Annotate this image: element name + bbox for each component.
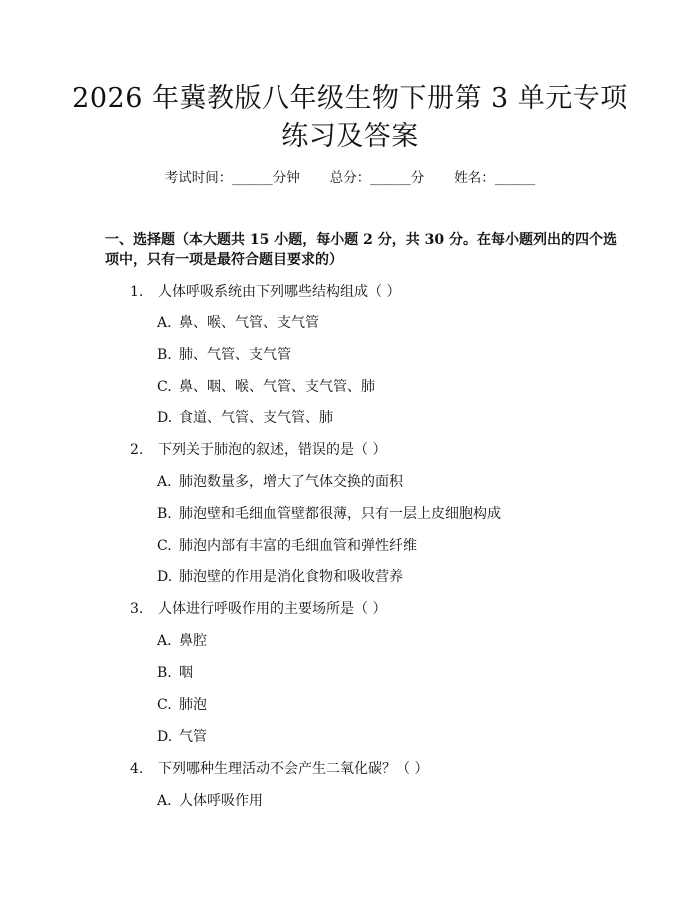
option-item bbox=[157, 537, 417, 555]
option-letter: B. bbox=[157, 665, 172, 681]
option-item bbox=[157, 664, 193, 682]
option-text: 鼻、喉、气管、支气管 bbox=[179, 315, 319, 331]
option-item bbox=[157, 632, 207, 650]
page-title bbox=[60, 80, 640, 156]
question-text: 人体呼吸系统由下列哪些结构组成（ ） bbox=[158, 284, 401, 300]
option-item bbox=[157, 378, 375, 396]
option-item bbox=[157, 568, 403, 586]
name-field: 姓名：______ bbox=[454, 170, 536, 186]
option-item bbox=[157, 314, 319, 332]
option-letter: C. bbox=[157, 379, 172, 395]
option-item bbox=[157, 409, 333, 427]
option-item bbox=[157, 696, 207, 714]
option-text: 肺泡壁和毛细血管壁都很薄，只有一层上皮细胞构成 bbox=[179, 506, 501, 522]
option-text: 肺泡壁的作用是消化食物和吸收营养 bbox=[179, 569, 403, 585]
section-title: 一、选择题（本大题共 15 小题，每小题 2 分，共 30 分。在每小题列出的四个选项中，只有一项是最符合题目要求的） bbox=[105, 232, 617, 268]
option-letter: A. bbox=[157, 474, 172, 490]
option-letter: A. bbox=[157, 793, 172, 809]
option-item bbox=[157, 473, 403, 491]
question-text: 人体进行呼吸作用的主要场所是（ ） bbox=[158, 601, 387, 617]
option-letter: D. bbox=[157, 569, 173, 585]
question-text: 下列关于肺泡的叙述，错误的是（ ） bbox=[158, 442, 387, 458]
option-text: 肺、气管、支气管 bbox=[179, 347, 291, 363]
option-letter: A. bbox=[157, 315, 172, 331]
option-item bbox=[157, 505, 501, 523]
total-score-field: 总分：______分 bbox=[329, 170, 425, 186]
option-text: 鼻、咽、喉、气管、支气管、肺 bbox=[179, 379, 375, 395]
question-number: 3. bbox=[130, 601, 144, 617]
option-letter: D. bbox=[157, 729, 173, 745]
option-text: 鼻腔 bbox=[179, 633, 207, 649]
question-stem bbox=[130, 441, 386, 459]
title-line-2: 练习及答案 bbox=[281, 121, 419, 152]
question-stem bbox=[130, 600, 386, 618]
option-text: 肺泡内部有丰富的毛细血管和弹性纤维 bbox=[179, 538, 417, 554]
option-text: 人体呼吸作用 bbox=[179, 793, 263, 809]
option-text: 肺泡数量多，增大了气体交换的面积 bbox=[179, 474, 403, 490]
option-text: 肺泡 bbox=[179, 697, 207, 713]
option-letter: C. bbox=[157, 538, 172, 554]
question-stem bbox=[130, 283, 400, 301]
question-number: 2. bbox=[130, 442, 144, 458]
option-letter: A. bbox=[157, 633, 172, 649]
option-letter: D. bbox=[157, 410, 173, 426]
title-line-1: 2026 年冀教版八年级生物下册第 3 单元专项 bbox=[72, 83, 628, 114]
exam-time-field: 考试时间：______分钟 bbox=[164, 170, 300, 186]
option-letter: B. bbox=[157, 506, 172, 522]
option-item bbox=[157, 728, 207, 746]
option-letter: B. bbox=[157, 347, 172, 363]
option-text: 气管 bbox=[179, 729, 207, 745]
exam-info bbox=[0, 169, 700, 187]
question-stem bbox=[130, 760, 428, 778]
question-number: 1. bbox=[130, 284, 144, 300]
question-text: 下列哪种生理活动不会产生二氧化碳？（ ） bbox=[158, 761, 429, 777]
option-item bbox=[157, 346, 291, 364]
option-item bbox=[157, 792, 263, 810]
option-text: 食道、气管、支气管、肺 bbox=[179, 410, 333, 426]
question-number: 4. bbox=[130, 761, 144, 777]
option-letter: C. bbox=[157, 697, 172, 713]
option-text: 咽 bbox=[179, 665, 193, 681]
